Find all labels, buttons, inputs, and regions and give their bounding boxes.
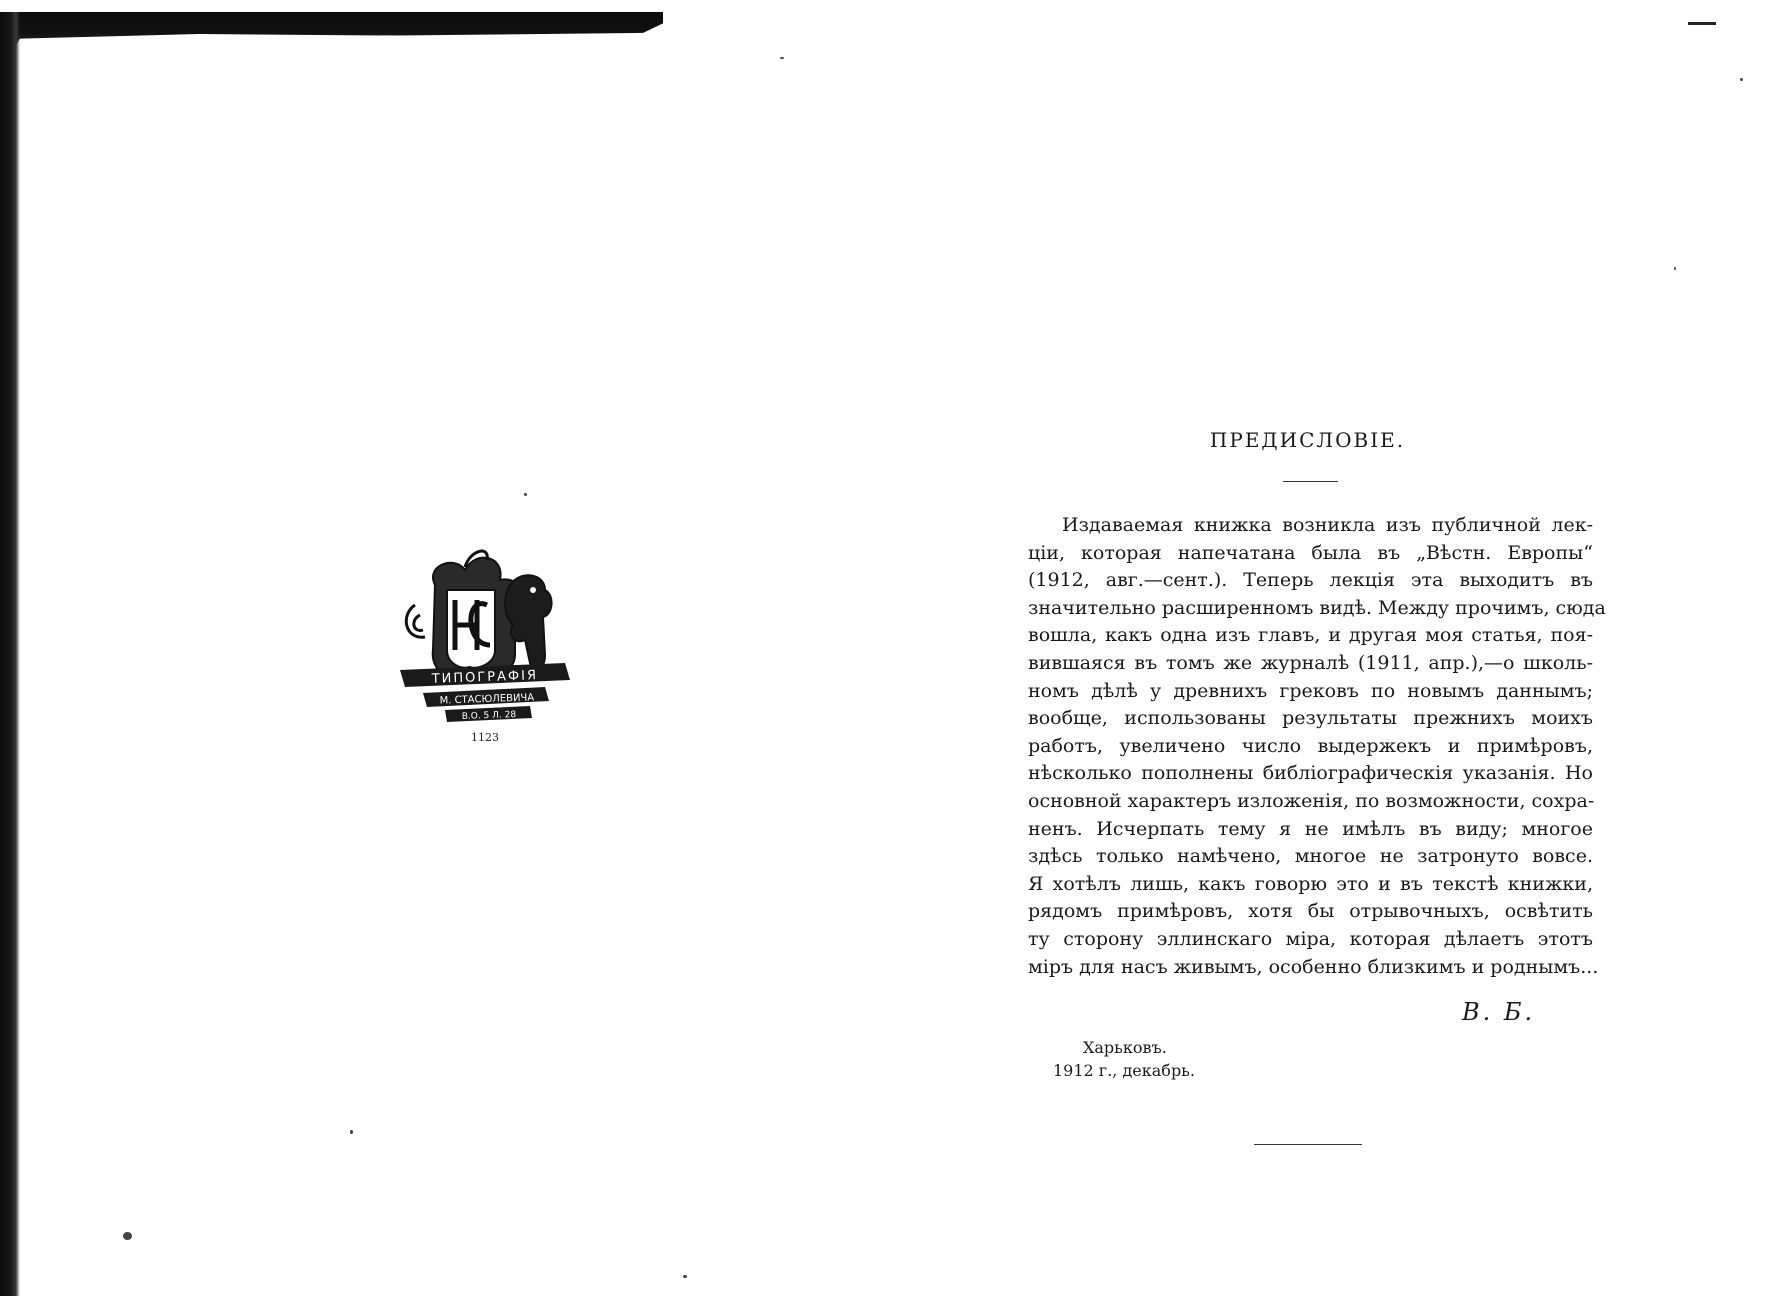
preface-line: вившаяся въ томъ же журналѣ (1911, апр.),—о школь- — [1028, 651, 1593, 674]
preface-title: ПРЕДИСЛОВІЕ. — [1209, 428, 1406, 452]
preface-line: вошла, какъ одна изъ главъ, и другая моя статья, поя- — [1028, 624, 1593, 647]
preface-body — [1028, 512, 1606, 981]
scan-speck — [123, 1232, 132, 1240]
svg-text:М. СТАСЮЛЕВИЧА: М. СТАСЮЛЕВИЧА — [439, 692, 535, 707]
title-divider — [1283, 481, 1338, 482]
scan-mark-right — [1688, 22, 1716, 25]
printer-mark-emblem-icon — [395, 545, 575, 745]
preface-line: вообще, использованы результаты прежнихъ моихъ — [1028, 707, 1593, 730]
bottom-divider — [1254, 1144, 1362, 1145]
scan-edge-left — [0, 12, 20, 1296]
scan-speck — [780, 57, 784, 59]
scan-edge-top — [0, 12, 663, 50]
preface-line: рядомъ примѣровъ, хотя бы отрывочныхъ, освѣтить — [1028, 900, 1593, 923]
scan-speck — [350, 1130, 353, 1134]
preface-line: номъ дѣлѣ у древнихъ грековъ по новымъ даннымъ; — [1028, 679, 1593, 702]
preface-line: здѣсь только намѣчено, многое не затронуто вовсе. — [1028, 845, 1593, 868]
author-signature: В. Б. — [1462, 998, 1536, 1026]
preface-line: Издаваемая книжка возникла изъ публичной лек- — [1062, 514, 1593, 536]
preface-line: ту сторону эллинскаго міра, которая дѣлаетъ этотъ — [1028, 927, 1593, 950]
svg-text:ТИПОГРАФІЯ: ТИПОГРАФІЯ — [431, 668, 539, 687]
preface-line: нѣсколько пополнены библіографическія указанія. Но — [1028, 762, 1593, 785]
preface-line: ненъ. Исчерпать тему я не имѣлъ въ виду; многое — [1028, 817, 1593, 840]
printer-mark-number: 1123 — [471, 731, 499, 744]
preface-line: ціи, которая напечатана была въ „Вѣстн. Европы“ — [1028, 541, 1593, 564]
scan-speck — [1674, 267, 1676, 270]
svg-text:В.О. 5 Л. 28: В.О. 5 Л. 28 — [461, 710, 517, 722]
scan-speck — [683, 1275, 687, 1278]
preface-line: міръ для насъ живымъ, особенно близкимъ и роднымъ... — [1028, 955, 1599, 978]
scan-speck — [524, 493, 527, 496]
place-of-writing: Харьковъ. — [1083, 1038, 1167, 1057]
preface-line: Я хотѣлъ лишь, какъ говорю это и въ текстѣ книжки, — [1028, 872, 1593, 895]
preface-line: (1912, авг.—сент.). Теперь лекція эта выходитъ въ — [1028, 569, 1593, 592]
preface-line: основной характеръ изложенія, по возможности, сохра- — [1028, 789, 1595, 812]
printer-mark — [395, 545, 575, 745]
preface-line: значительно расширенномъ видѣ. Между прочимъ, сюда — [1028, 596, 1606, 619]
date-of-writing: 1912 г., декабрь. — [1053, 1061, 1195, 1080]
scan-speck — [1740, 78, 1743, 81]
preface-line: работъ, увеличено число выдержекъ и примѣровъ, — [1028, 734, 1593, 757]
